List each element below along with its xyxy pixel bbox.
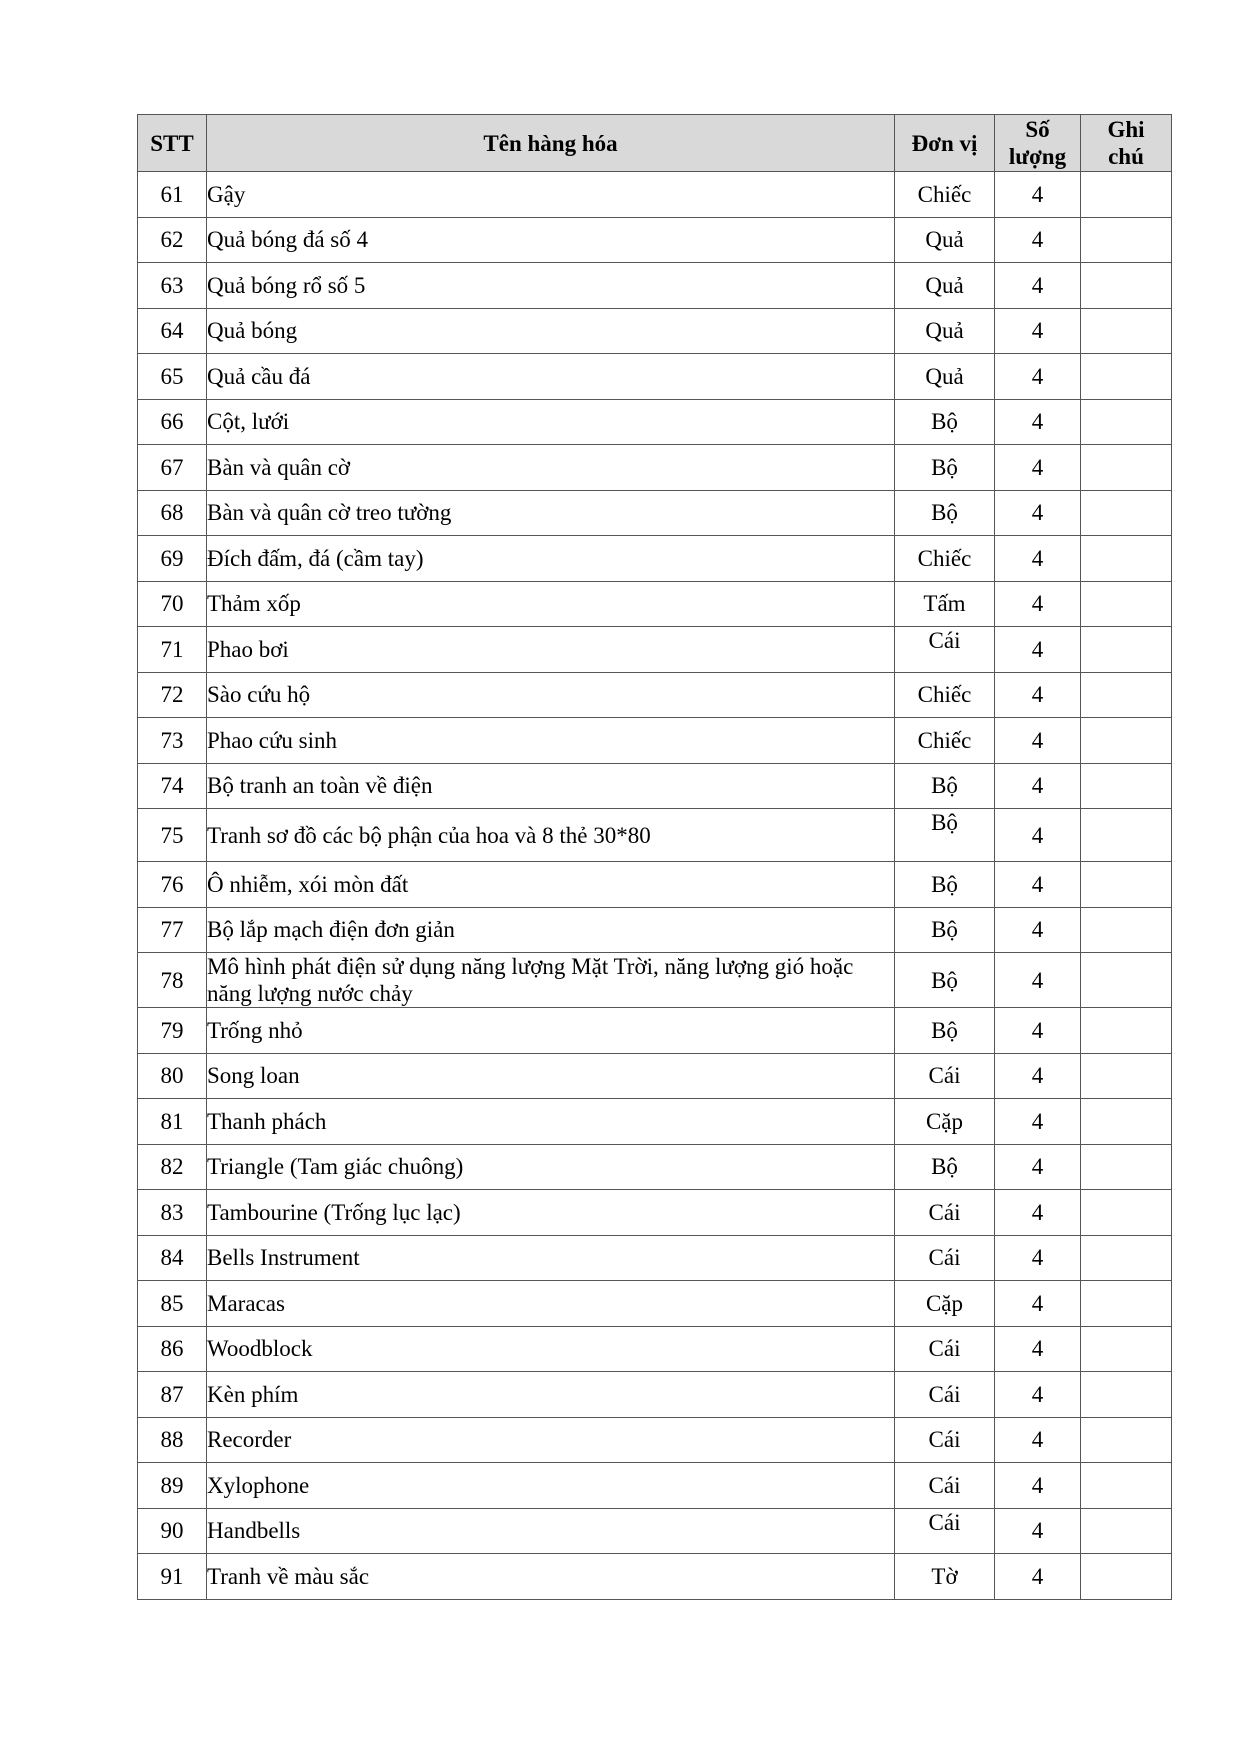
row-qty: 4 [995,1326,1081,1372]
table-row [138,445,1172,491]
row-unit: Tờ [895,1554,995,1600]
table-row [138,1190,1172,1236]
row-unit: Bộ [895,1008,995,1054]
row-note [1081,308,1172,354]
header-qty-line2: lượng [1008,144,1067,169]
row-stt: 67 [138,445,207,491]
row-unit: Chiếc [895,672,995,718]
row-stt: 91 [138,1554,207,1600]
row-stt: 61 [138,172,207,218]
row-qty: 4 [995,308,1081,354]
row-qty: 4 [995,1372,1081,1418]
table-row [138,217,1172,263]
table-row [138,953,1172,1008]
row-name: Bộ tranh an toàn về điện [207,763,895,809]
row-note [1081,1144,1172,1190]
row-name: Tambourine (Trống lục lạc) [207,1190,895,1236]
row-note [1081,1554,1172,1600]
row-note [1081,1281,1172,1327]
row-unit: Bộ [895,953,995,1008]
header-name: Tên hàng hóa [207,115,895,172]
row-name: Mô hình phát điện sử dụng năng lượng Mặt Trời, năng lượng gió hoặc năng lượng nước chảy [207,953,895,1008]
header-row [138,115,1172,172]
row-stt: 86 [138,1326,207,1372]
row-unit: Quả [895,263,995,309]
row-note [1081,809,1172,862]
row-unit: Cái [895,1463,995,1509]
header-note-line1: Ghi [1107,117,1145,142]
row-name: Ô nhiễm, xói mòn đất [207,862,895,908]
row-note [1081,672,1172,718]
row-stt: 88 [138,1417,207,1463]
table-row [138,763,1172,809]
row-stt: 73 [138,718,207,764]
row-note [1081,1463,1172,1509]
row-name: Quả bóng đá số 4 [207,217,895,263]
row-qty: 4 [995,1008,1081,1054]
row-unit: Cái [895,627,995,673]
row-stt: 66 [138,399,207,445]
row-stt: 80 [138,1053,207,1099]
header-stt: STT [138,115,207,172]
row-note [1081,172,1172,218]
row-stt: 65 [138,354,207,400]
row-unit: Bộ [895,490,995,536]
row-note [1081,399,1172,445]
row-name: Quả cầu đá [207,354,895,400]
row-name: Bàn và quân cờ [207,445,895,491]
row-stt: 81 [138,1099,207,1145]
table-row [138,172,1172,218]
row-stt: 90 [138,1508,207,1554]
table-row [138,1417,1172,1463]
row-name: Bells Instrument [207,1235,895,1281]
row-name: Trống nhỏ [207,1008,895,1054]
row-note [1081,354,1172,400]
row-qty: 4 [995,172,1081,218]
row-unit: Bộ [895,862,995,908]
goods-table [137,114,1172,1600]
row-name: Quả bóng [207,308,895,354]
row-name: Kèn phím [207,1372,895,1418]
row-note [1081,1508,1172,1554]
row-qty: 4 [995,1235,1081,1281]
row-unit: Cái [895,1053,995,1099]
row-name: Bộ lắp mạch điện đơn giản [207,907,895,953]
row-unit: Cái [895,1372,995,1418]
row-stt: 75 [138,809,207,862]
row-name: Woodblock [207,1326,895,1372]
row-unit: Chiếc [895,718,995,764]
row-stt: 87 [138,1372,207,1418]
table-row [138,1463,1172,1509]
table-row [138,1554,1172,1600]
row-qty: 4 [995,536,1081,582]
row-unit: Cái [895,1235,995,1281]
row-qty: 4 [995,1144,1081,1190]
table-row [138,1281,1172,1327]
row-name: Đích đấm, đá (cầm tay) [207,536,895,582]
row-stt: 71 [138,627,207,673]
row-qty: 4 [995,1508,1081,1554]
row-name: Tranh sơ đồ các bộ phận của hoa và 8 thẻ 30*80 [207,809,895,862]
row-name: Thanh phách [207,1099,895,1145]
row-name: Sào cứu hộ [207,672,895,718]
row-unit: Bộ [895,907,995,953]
row-qty: 4 [995,490,1081,536]
row-name: Cột, lưới [207,399,895,445]
row-name: Triangle (Tam giác chuông) [207,1144,895,1190]
header-unit: Đơn vị [895,115,995,172]
row-note [1081,953,1172,1008]
row-note [1081,217,1172,263]
row-note [1081,627,1172,673]
row-stt: 70 [138,581,207,627]
row-unit: Bộ [895,809,995,862]
row-unit: Cặp [895,1099,995,1145]
table-row [138,263,1172,309]
row-unit: Cái [895,1326,995,1372]
row-note [1081,1372,1172,1418]
row-note [1081,1008,1172,1054]
table-row [138,1099,1172,1145]
row-note [1081,718,1172,764]
row-qty: 4 [995,627,1081,673]
table-row [138,1508,1172,1554]
table-row [138,1235,1172,1281]
table-row [138,490,1172,536]
row-qty: 4 [995,809,1081,862]
row-note [1081,1326,1172,1372]
row-name: Song loan [207,1053,895,1099]
row-stt: 85 [138,1281,207,1327]
row-unit: Quả [895,217,995,263]
table-row [138,718,1172,764]
row-note [1081,445,1172,491]
row-note [1081,490,1172,536]
row-name: Quả bóng rổ số 5 [207,263,895,309]
row-note [1081,263,1172,309]
row-name: Tranh về màu sắc [207,1554,895,1600]
row-note [1081,1099,1172,1145]
header-note [1081,115,1172,172]
row-stt: 74 [138,763,207,809]
row-unit: Tấm [895,581,995,627]
row-stt: 63 [138,263,207,309]
row-note [1081,862,1172,908]
row-unit: Chiếc [895,172,995,218]
row-name: Gậy [207,172,895,218]
row-qty: 4 [995,763,1081,809]
row-stt: 84 [138,1235,207,1281]
row-name: Bàn và quân cờ treo tường [207,490,895,536]
row-stt: 68 [138,490,207,536]
row-qty: 4 [995,672,1081,718]
row-stt: 82 [138,1144,207,1190]
row-qty: 4 [995,1099,1081,1145]
table-row [138,399,1172,445]
table-row [138,907,1172,953]
table-row [138,1053,1172,1099]
row-note [1081,907,1172,953]
row-unit: Quả [895,354,995,400]
row-note [1081,1235,1172,1281]
row-qty: 4 [995,953,1081,1008]
row-name: Maracas [207,1281,895,1327]
table-row [138,862,1172,908]
row-qty: 4 [995,399,1081,445]
row-stt: 77 [138,907,207,953]
row-name: Thảm xốp [207,581,895,627]
row-qty: 4 [995,907,1081,953]
row-name: Handbells [207,1508,895,1554]
row-unit: Bộ [895,1144,995,1190]
row-unit: Chiếc [895,536,995,582]
row-unit: Bộ [895,445,995,491]
row-unit: Cặp [895,1281,995,1327]
table-row [138,1008,1172,1054]
row-qty: 4 [995,263,1081,309]
header-note-line2: chú [1108,144,1144,169]
row-name: Phao cứu sinh [207,718,895,764]
row-qty: 4 [995,1417,1081,1463]
row-stt: 64 [138,308,207,354]
table-row [138,1326,1172,1372]
table-row [138,536,1172,582]
row-unit: Cái [895,1190,995,1236]
header-qty-line1: Số [1025,117,1050,142]
row-qty: 4 [995,1190,1081,1236]
row-qty: 4 [995,581,1081,627]
row-note [1081,1190,1172,1236]
table-row [138,809,1172,862]
row-qty: 4 [995,354,1081,400]
row-qty: 4 [995,1053,1081,1099]
row-unit: Quả [895,308,995,354]
table-row [138,308,1172,354]
row-qty: 4 [995,862,1081,908]
table-row [138,627,1172,673]
table-row [138,672,1172,718]
row-name: Phao bơi [207,627,895,673]
row-stt: 72 [138,672,207,718]
row-qty: 4 [995,718,1081,764]
row-qty: 4 [995,217,1081,263]
row-note [1081,536,1172,582]
row-stt: 69 [138,536,207,582]
row-qty: 4 [995,445,1081,491]
row-qty: 4 [995,1463,1081,1509]
table-row [138,1144,1172,1190]
header-qty [995,115,1081,172]
row-stt: 83 [138,1190,207,1236]
row-note [1081,763,1172,809]
row-stt: 79 [138,1008,207,1054]
row-stt: 89 [138,1463,207,1509]
table-row [138,354,1172,400]
row-note [1081,1417,1172,1463]
row-unit: Bộ [895,399,995,445]
row-note [1081,581,1172,627]
row-unit: Cái [895,1417,995,1463]
row-name: Xylophone [207,1463,895,1509]
row-name: Recorder [207,1417,895,1463]
table-row [138,1372,1172,1418]
row-stt: 78 [138,953,207,1008]
table-row [138,581,1172,627]
row-note [1081,1053,1172,1099]
table-body [138,172,1172,1600]
row-qty: 4 [995,1281,1081,1327]
row-qty: 4 [995,1554,1081,1600]
row-unit: Cái [895,1508,995,1554]
row-stt: 62 [138,217,207,263]
row-unit: Bộ [895,763,995,809]
row-stt: 76 [138,862,207,908]
